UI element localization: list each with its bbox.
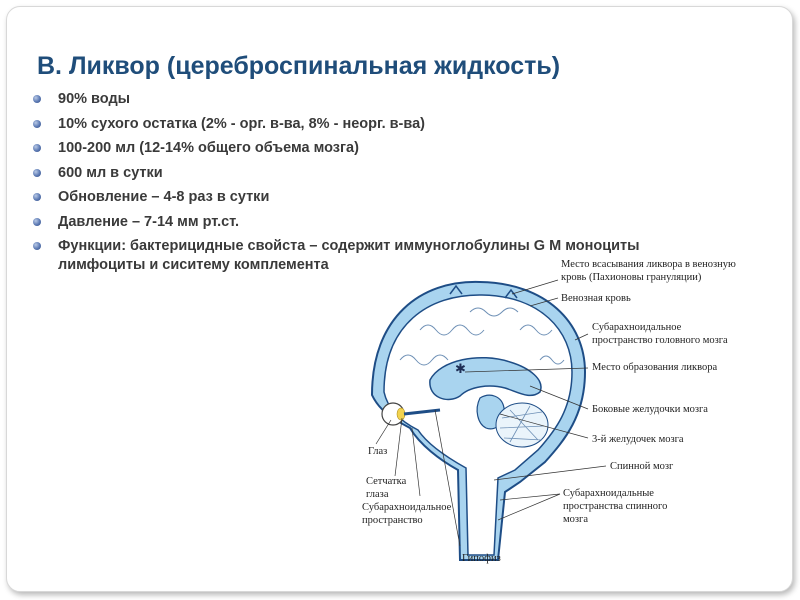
label-third-ventricle: 3-й желудочек мозга — [592, 434, 684, 445]
label-venous-blood: Венозная кровь — [561, 293, 631, 304]
label-subarachnoid-spinal-line2: пространства спинного — [563, 501, 668, 512]
formation-marker-icon: ✱ — [455, 362, 466, 377]
label-retina-line2: глаза — [366, 489, 389, 500]
bullet-text: Обновление – 4-8 раз в сутки — [58, 189, 270, 205]
label-retina-line1: Сетчатка — [366, 476, 407, 487]
bullet-text: 90% воды — [58, 91, 131, 107]
label-pituitary: Гипофиз — [462, 553, 501, 564]
label-lateral-ventricles: Боковые желудочки мозга — [592, 404, 708, 415]
label-subarachnoid-brain-line1: Субарахноидальное — [592, 322, 682, 333]
label-subarachnoid-spinal-line1: Субарахноидальные — [563, 488, 654, 499]
label-subarachnoid-line1: Субарахноидальное — [362, 502, 452, 513]
label-subarachnoid-spinal-line3: мозга — [563, 514, 589, 525]
bullet-text: Функции: бактерицидные свойста – содержит иммуноглобулины G M моноциты — [58, 238, 640, 254]
bullet-text: Давление – 7-14 мм рт.ст. — [58, 213, 240, 230]
slide-title: В. Ликвор (цереброспинальная жидкость) — [37, 52, 561, 80]
label-subarachnoid-brain-line2: пространство головного мозга — [592, 335, 728, 346]
bullet-text: 100-200 мл (12-14% общего объема мозга) — [58, 140, 359, 156]
label-formation: Место образования ликвора — [592, 362, 718, 373]
label-absorption-line2: кровь (Пахионовы грануляции) — [561, 272, 702, 283]
bullet-text-continuation: лимфоциты и сиситему комплемента — [58, 257, 329, 273]
label-eye: Глаз — [368, 446, 388, 457]
bullet-text: 600 мл в сутки — [58, 164, 163, 181]
bullet-text: 10% сухого остатка (2% - орг. в-ва, 8% - неорг. в-ва) — [58, 115, 425, 132]
label-spinal-cord: Спинной мозг — [610, 461, 674, 472]
label-absorption-line1: Место всасывания ликвора в венозную — [561, 259, 736, 270]
label-subarachnoid-line2: пространство — [362, 515, 423, 526]
